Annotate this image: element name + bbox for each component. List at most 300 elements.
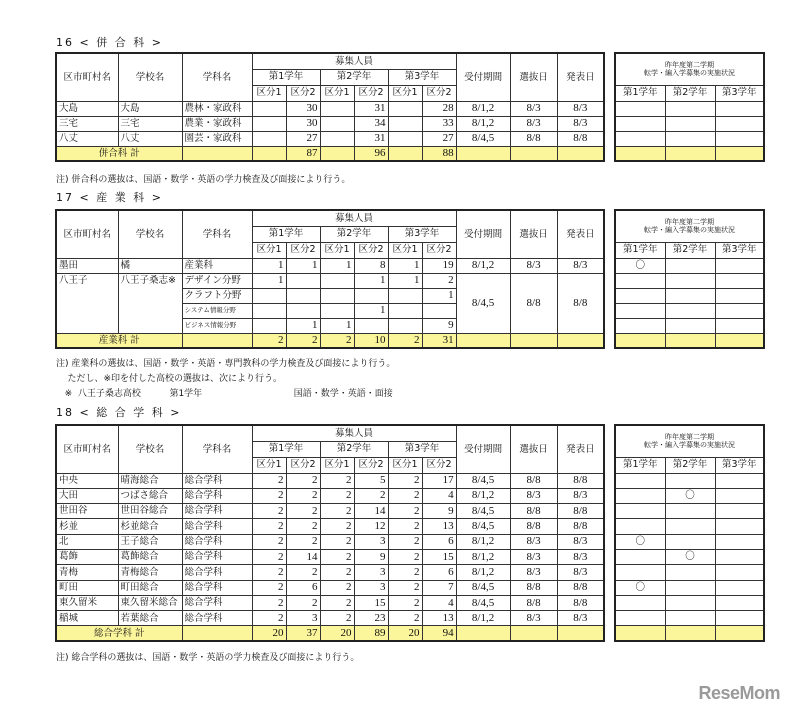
- cell-prev-status: [665, 534, 715, 549]
- total-blank: [456, 146, 510, 161]
- header-grade: 第1学年: [252, 441, 320, 457]
- cell-count: 2: [286, 504, 320, 519]
- cell-count: 2: [320, 611, 354, 626]
- cell-count: 2: [320, 565, 354, 580]
- cell-count: 9: [422, 504, 456, 519]
- cell-period: 8/1,2: [456, 488, 510, 503]
- cell-count: 2: [320, 488, 354, 503]
- cell-count: 27: [422, 131, 456, 146]
- cell-prev-status: [665, 519, 715, 534]
- header-grade: 第3学年: [388, 441, 456, 457]
- cell-count: 2: [252, 549, 286, 564]
- cell-prev-status: [715, 519, 764, 534]
- cell-announce: 8/3: [557, 116, 604, 131]
- header-prev-title-1: 昨年度第二学期: [665, 217, 714, 226]
- cell-city: 八王子: [56, 273, 118, 333]
- header-city: 区市町村名: [56, 425, 118, 473]
- total-count: 94: [422, 626, 456, 641]
- cell-dept: クラフト分野: [182, 288, 252, 303]
- prev-row: [615, 258, 764, 273]
- enrollment-table: [55, 209, 605, 349]
- header-kubun: 区分1: [320, 85, 354, 101]
- cell-prev-status: [665, 611, 715, 626]
- header-grade: 第2学年: [320, 441, 388, 457]
- cell-school: 杉並総合: [118, 519, 182, 534]
- cell-count: 6: [422, 565, 456, 580]
- cell-prev-status: [615, 595, 665, 610]
- table-row: [56, 519, 604, 534]
- cell-prev-status: [615, 611, 665, 626]
- cell-prev-status: [715, 116, 764, 131]
- cell-selection: 8/3: [510, 549, 557, 564]
- cell-prev-status: [665, 473, 715, 488]
- cell-selection: 8/3: [510, 258, 557, 273]
- cell-count: 3: [354, 565, 388, 580]
- header-period: 受付期間: [456, 210, 510, 258]
- section-note: 注) 総合学科の選抜は、国語・数学・英語の学力検査及び面接により行う。: [56, 653, 360, 663]
- cell-school: 三宅: [118, 116, 182, 131]
- cell-prev-status: 〇: [615, 258, 665, 273]
- total-blank: [510, 626, 557, 641]
- prev-status-table: [614, 209, 765, 349]
- cell-count: [320, 288, 354, 303]
- cell-count: [252, 101, 286, 116]
- section-note: 注) 産業科の選抜は、国語・数学・英語・専門教科の学力検査及び面接により行う。: [56, 359, 396, 369]
- table-row: [56, 116, 604, 131]
- cell-count: 8: [354, 258, 388, 273]
- cell-count: 1: [320, 258, 354, 273]
- cell-dept: ビジネス情報分野: [182, 318, 252, 333]
- header-kubun: 区分1: [388, 85, 422, 101]
- cell-prev-status: 〇: [665, 488, 715, 503]
- table-row: [56, 473, 604, 488]
- cell-count: [286, 273, 320, 288]
- cell-prev-status: [715, 101, 764, 116]
- section-note: 注) 併合科の選抜は、国語・数学・英語の学力検査及び面接により行う。: [56, 175, 351, 185]
- cell-prev-status: [665, 131, 715, 146]
- cell-count: 2: [388, 473, 422, 488]
- header-school: 学校名: [118, 53, 182, 101]
- header-announce: 発表日: [557, 425, 604, 473]
- total-blank: [557, 146, 604, 161]
- cell-announce: 8/3: [557, 534, 604, 549]
- total-blank: [665, 146, 715, 161]
- cell-count: 2: [388, 504, 422, 519]
- cell-prev-status: [665, 258, 715, 273]
- cell-prev-status: [715, 473, 764, 488]
- cell-count: [388, 288, 422, 303]
- cell-school: 晴海総合: [118, 473, 182, 488]
- cell-school: 東久留米総合: [118, 595, 182, 610]
- cell-city: 東久留米: [56, 595, 118, 610]
- cell-prev-status: [665, 116, 715, 131]
- cell-prev-status: 〇: [665, 549, 715, 564]
- prev-row: [615, 303, 764, 318]
- cell-prev-status: [615, 504, 665, 519]
- cell-count: 2: [354, 488, 388, 503]
- cell-period: 8/4,5: [456, 473, 510, 488]
- section-title: 18 < 総 合 学 科 >: [56, 406, 182, 419]
- header-grade: 第2学年: [665, 85, 715, 101]
- cell-city: 三宅: [56, 116, 118, 131]
- table-row: [56, 258, 604, 273]
- header-announce: 発表日: [557, 210, 604, 258]
- cell-prev-status: 〇: [615, 534, 665, 549]
- total-row: [56, 333, 604, 348]
- cell-count: 1: [320, 318, 354, 333]
- header-kubun: 区分2: [286, 242, 320, 258]
- cell-selection: 8/8: [510, 473, 557, 488]
- cell-dept: システム情報分野: [182, 303, 252, 318]
- total-blank: [182, 146, 252, 161]
- cell-count: 2: [252, 595, 286, 610]
- cell-count: 30: [286, 116, 320, 131]
- cell-selection: 8/8: [510, 595, 557, 610]
- cell-count: 3: [286, 611, 320, 626]
- cell-count: 2: [388, 611, 422, 626]
- cell-city: 青梅: [56, 565, 118, 580]
- header-kubun: 区分2: [354, 85, 388, 101]
- cell-prev-status: [665, 504, 715, 519]
- header-grade: 第1学年: [252, 69, 320, 85]
- total-blank: [665, 333, 715, 348]
- header-grade: 第3学年: [715, 457, 764, 473]
- header-kubun: 区分1: [320, 457, 354, 473]
- cell-period: 8/1,2: [456, 258, 510, 273]
- cell-prev-status: [615, 116, 665, 131]
- cell-count: [354, 288, 388, 303]
- total-count: 31: [422, 333, 456, 348]
- total-blank: [182, 626, 252, 641]
- cell-dept: 総合学科: [182, 549, 252, 564]
- cell-count: 2: [252, 580, 286, 595]
- cell-school: 八王子桑志※: [118, 273, 182, 333]
- header-selection: 選抜日: [510, 53, 557, 101]
- header-kubun: 区分1: [252, 85, 286, 101]
- table-row: [56, 101, 604, 116]
- cell-count: 1: [252, 273, 286, 288]
- total-row: [56, 146, 604, 161]
- header-grade: 第2学年: [320, 69, 388, 85]
- cell-dept: 総合学科: [182, 504, 252, 519]
- section-title: 16 < 併 合 科 >: [56, 36, 163, 49]
- cell-selection: 8/3: [510, 488, 557, 503]
- prev-row: [615, 519, 764, 534]
- header-kubun: 区分2: [286, 85, 320, 101]
- cell-count: [388, 131, 422, 146]
- cell-count: [252, 116, 286, 131]
- cell-city: 大島: [56, 101, 118, 116]
- header-dept: 学科名: [182, 425, 252, 473]
- cell-count: [422, 303, 456, 318]
- header-kubun: 区分2: [422, 85, 456, 101]
- cell-selection: 8/8: [510, 131, 557, 146]
- cell-count: 2: [286, 488, 320, 503]
- cell-prev-status: [615, 565, 665, 580]
- cell-count: 2: [286, 565, 320, 580]
- cell-school: 八丈: [118, 131, 182, 146]
- cell-announce: 8/8: [557, 131, 604, 146]
- header-recruit: 募集人員: [252, 210, 456, 226]
- header-grade: 第1学年: [252, 226, 320, 242]
- cell-period: 8/4,5: [456, 131, 510, 146]
- cell-count: 9: [422, 318, 456, 333]
- cell-prev-status: [615, 273, 665, 288]
- cell-count: 2: [320, 595, 354, 610]
- cell-selection: 8/8: [510, 504, 557, 519]
- total-count: 2: [388, 333, 422, 348]
- cell-count: 1: [252, 258, 286, 273]
- cell-prev-status: [615, 473, 665, 488]
- cell-selection: 8/3: [510, 565, 557, 580]
- cell-count: 13: [422, 611, 456, 626]
- header-kubun: 区分1: [252, 457, 286, 473]
- total-count: 2: [286, 333, 320, 348]
- cell-prev-status: [715, 488, 764, 503]
- prev-row: [615, 101, 764, 116]
- cell-count: 15: [422, 549, 456, 564]
- table-row: [56, 565, 604, 580]
- cell-period: 8/1,2: [456, 534, 510, 549]
- cell-count: 31: [354, 101, 388, 116]
- cell-count: 1: [388, 273, 422, 288]
- cell-period: 8/1,2: [456, 549, 510, 564]
- total-label: 産業科 計: [56, 333, 182, 348]
- cell-prev-status: [665, 595, 715, 610]
- header-grade: 第2学年: [665, 457, 715, 473]
- header-prev-title-2: 転学・編入学募集の実施状況: [644, 69, 735, 78]
- total-row: [56, 626, 604, 641]
- prev-row: [615, 595, 764, 610]
- cell-count: 9: [354, 549, 388, 564]
- cell-announce: 8/3: [557, 488, 604, 503]
- cell-prev-status: [715, 595, 764, 610]
- cell-dept: 園芸・家政科: [182, 131, 252, 146]
- cell-count: 4: [422, 595, 456, 610]
- total-count: [320, 146, 354, 161]
- cell-city: 中央: [56, 473, 118, 488]
- header-selection: 選抜日: [510, 210, 557, 258]
- cell-dept: 農林・家政科: [182, 101, 252, 116]
- cell-school: 青梅総合: [118, 565, 182, 580]
- header-kubun: 区分1: [388, 457, 422, 473]
- cell-prev-status: [665, 101, 715, 116]
- cell-selection: 8/3: [510, 101, 557, 116]
- cell-period: 8/4,5: [456, 595, 510, 610]
- cell-count: 14: [354, 504, 388, 519]
- table-row: [56, 273, 604, 288]
- cell-count: [252, 131, 286, 146]
- cell-city: 杉並: [56, 519, 118, 534]
- section-title: 17 < 産 業 科 >: [56, 191, 163, 204]
- cell-school: 若葉総合: [118, 611, 182, 626]
- total-blank: [615, 333, 665, 348]
- cell-selection: 8/8: [510, 519, 557, 534]
- cell-prev-status: [715, 258, 764, 273]
- cell-count: 2: [320, 534, 354, 549]
- table-row: [56, 595, 604, 610]
- total-blank: [715, 146, 764, 161]
- cell-count: 2: [252, 565, 286, 580]
- total-count: 89: [354, 626, 388, 641]
- cell-count: 2: [388, 565, 422, 580]
- header-selection: 選抜日: [510, 425, 557, 473]
- cell-count: 2: [286, 534, 320, 549]
- total-blank: [557, 626, 604, 641]
- header-grade: 第2学年: [320, 226, 388, 242]
- cell-prev-status: [715, 273, 764, 288]
- cell-count: 2: [388, 549, 422, 564]
- total-blank: [456, 333, 510, 348]
- cell-dept: 農業・家政科: [182, 116, 252, 131]
- prev-status-table: [614, 424, 765, 642]
- header-kubun: 区分1: [388, 242, 422, 258]
- table-row: [56, 131, 604, 146]
- cell-count: [388, 303, 422, 318]
- cell-count: 31: [354, 131, 388, 146]
- header-period: 受付期間: [456, 425, 510, 473]
- cell-city: 稲城: [56, 611, 118, 626]
- total-blank: [182, 333, 252, 348]
- cell-prev-status: [665, 273, 715, 288]
- header-prev-title-2: 転学・編入学募集の実施状況: [644, 441, 735, 450]
- cell-school: 大島: [118, 101, 182, 116]
- header-kubun: 区分2: [422, 242, 456, 258]
- cell-period: 8/1,2: [456, 116, 510, 131]
- cell-count: 34: [354, 116, 388, 131]
- cell-city: 墨田: [56, 258, 118, 273]
- header-prev-title-2: 転学・編入学募集の実施状況: [644, 226, 735, 235]
- cell-count: [252, 303, 286, 318]
- cell-prev-status: [615, 303, 665, 318]
- cell-dept: 産業科: [182, 258, 252, 273]
- cell-school: 王子総合: [118, 534, 182, 549]
- cell-prev-status: [715, 580, 764, 595]
- cell-count: 7: [422, 580, 456, 595]
- cell-dept: 総合学科: [182, 519, 252, 534]
- cell-school: 町田総合: [118, 580, 182, 595]
- total-blank: [615, 626, 665, 641]
- cell-prev-status: [615, 101, 665, 116]
- cell-dept: 総合学科: [182, 565, 252, 580]
- cell-dept: 総合学科: [182, 534, 252, 549]
- cell-count: 2: [388, 595, 422, 610]
- total-count: 2: [252, 333, 286, 348]
- total-blank: [665, 626, 715, 641]
- cell-count: [286, 288, 320, 303]
- prev-row: [615, 504, 764, 519]
- header-prev-title: [615, 210, 764, 242]
- prev-row: [615, 534, 764, 549]
- cell-prev-status: [715, 288, 764, 303]
- total-blank: [456, 626, 510, 641]
- cell-city: 葛飾: [56, 549, 118, 564]
- total-count: 20: [252, 626, 286, 641]
- cell-count: 19: [422, 258, 456, 273]
- header-kubun: 区分2: [286, 457, 320, 473]
- cell-prev-status: [615, 488, 665, 503]
- cell-prev-status: [715, 549, 764, 564]
- cell-count: 2: [252, 488, 286, 503]
- cell-period: 8/4,5: [456, 504, 510, 519]
- header-recruit: 募集人員: [252, 425, 456, 441]
- cell-count: [388, 318, 422, 333]
- cell-count: 1: [286, 258, 320, 273]
- total-count: 20: [388, 626, 422, 641]
- cell-announce: 8/8: [557, 580, 604, 595]
- cell-prev-status: [665, 565, 715, 580]
- cell-prev-status: [715, 318, 764, 333]
- cell-dept: 総合学科: [182, 611, 252, 626]
- cell-count: 23: [354, 611, 388, 626]
- header-grade: 第3学年: [388, 226, 456, 242]
- total-blank: [557, 333, 604, 348]
- cell-city: 世田谷: [56, 504, 118, 519]
- table-row: [56, 611, 604, 626]
- cell-count: 6: [286, 580, 320, 595]
- cell-count: 1: [388, 258, 422, 273]
- cell-prev-status: [665, 580, 715, 595]
- header-kubun: 区分1: [252, 242, 286, 258]
- prev-total-row: [615, 333, 764, 348]
- header-grade: 第2学年: [665, 242, 715, 258]
- cell-period: 8/4,5: [456, 273, 510, 333]
- cell-count: 2: [252, 519, 286, 534]
- header-prev-title: [615, 53, 764, 85]
- cell-count: [354, 318, 388, 333]
- total-count: 96: [354, 146, 388, 161]
- header-dept: 学科名: [182, 53, 252, 101]
- total-label: 総合学科 計: [56, 626, 182, 641]
- cell-school: 橘: [118, 258, 182, 273]
- table-row: [56, 534, 604, 549]
- cell-count: 17: [422, 473, 456, 488]
- cell-count: 27: [286, 131, 320, 146]
- cell-count: 14: [286, 549, 320, 564]
- prev-row: [615, 565, 764, 580]
- total-blank: [510, 146, 557, 161]
- cell-announce: 8/3: [557, 101, 604, 116]
- cell-count: 30: [286, 101, 320, 116]
- prev-row: [615, 288, 764, 303]
- cell-count: 2: [388, 534, 422, 549]
- cell-announce: 8/8: [557, 473, 604, 488]
- cell-prev-status: [715, 611, 764, 626]
- cell-period: 8/1,2: [456, 611, 510, 626]
- header-city: 区市町村名: [56, 53, 118, 101]
- section-note: ただし、※印を付した高校の選抜は、次により行う。: [56, 374, 282, 384]
- cell-announce: 8/8: [557, 595, 604, 610]
- header-kubun: 区分2: [422, 457, 456, 473]
- header-announce: 発表日: [557, 53, 604, 101]
- cell-selection: 8/8: [510, 273, 557, 333]
- total-count: 2: [320, 333, 354, 348]
- cell-count: [320, 101, 354, 116]
- cell-prev-status: [715, 303, 764, 318]
- cell-count: 2: [286, 473, 320, 488]
- prev-row: [615, 473, 764, 488]
- cell-count: 2: [388, 519, 422, 534]
- total-count: 10: [354, 333, 388, 348]
- cell-count: 1: [422, 288, 456, 303]
- cell-announce: 8/3: [557, 258, 604, 273]
- prev-total-row: [615, 146, 764, 161]
- cell-selection: 8/8: [510, 580, 557, 595]
- cell-prev-status: [715, 131, 764, 146]
- cell-dept: デザイン分野: [182, 273, 252, 288]
- cell-prev-status: [715, 504, 764, 519]
- total-blank: [715, 333, 764, 348]
